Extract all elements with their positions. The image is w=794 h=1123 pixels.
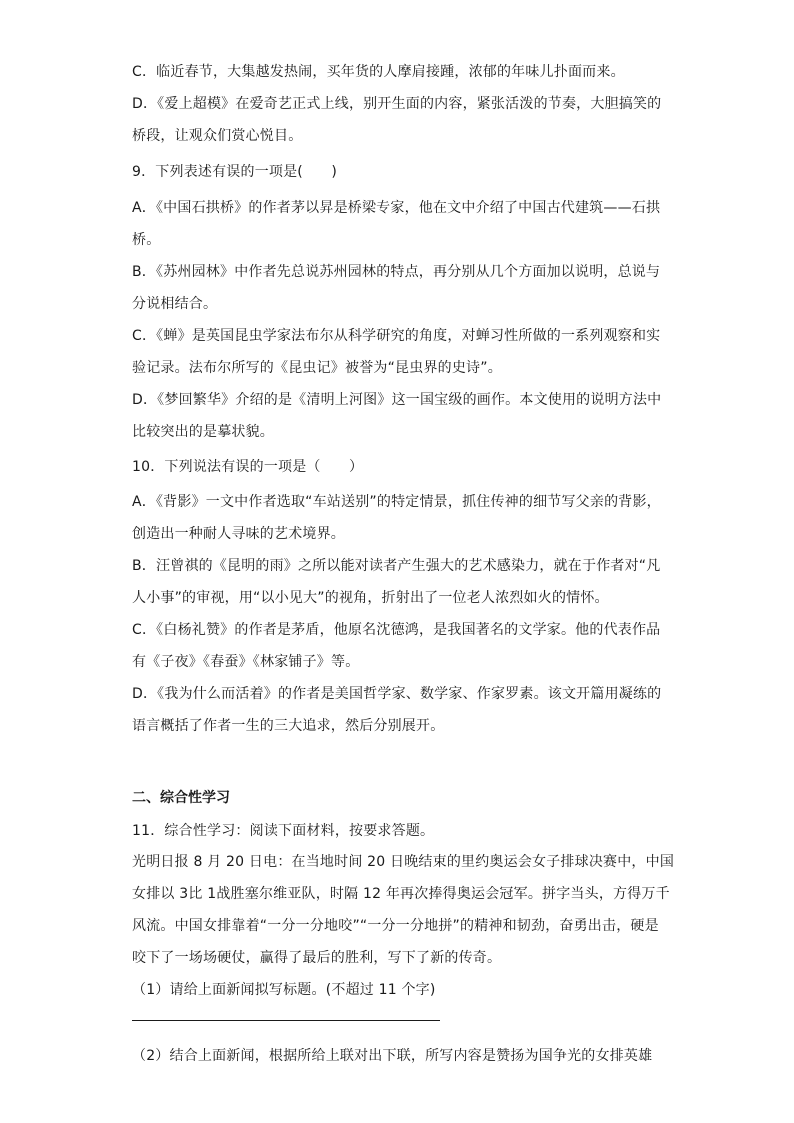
document-page bbox=[132, 62, 675, 1066]
q9-option-b-line1: B．《苏州园林》中作者先总说苏州园林的特点，再分别从几个方面加以说明，总说与 bbox=[132, 264, 661, 280]
answer-blank-line[interactable] bbox=[132, 1019, 440, 1021]
q9-stem: 9．下列表述有误的一项是( ) bbox=[132, 164, 338, 180]
q9-option-c-line1: C．《蝉》是英国昆虫学家法布尔从科学研究的角度，对蝉习性所做的一系列观察和实 bbox=[132, 328, 661, 344]
q10-stem: 10．下列说法有误的一项是（ ） bbox=[132, 459, 364, 475]
q11-passage-line2: 女排以 3比 1战胜塞尔维亚队，时隔 12 年再次捧得奥运会冠军。拼字当头，方得万千 bbox=[132, 886, 670, 902]
q9-option-b-line2: 分说相结合。 bbox=[132, 296, 218, 312]
q9-option-d-line1: D．《梦回繁华》介绍的是《清明上河图》这一国宝级的画作。本文使用的说明方法中 bbox=[132, 392, 662, 408]
section-title: 二、综合性学习 bbox=[132, 790, 230, 806]
q11-subquestion-1: （1）请给上面新闻拟写标题。(不超过 11 个字) bbox=[132, 982, 436, 998]
q11-passage-line1: 光明日报 8 月 20 日电：在当地时间 20 日晚结束的里约奥运会女子排球决赛中，中国 bbox=[132, 854, 675, 870]
q11-passage-line4: 咬下了一场场硬仗，赢得了最后的胜利，写下了新的传奇。 bbox=[132, 950, 502, 966]
q10-option-d-line2: 语言概括了作者一生的三大追求，然后分别展开。 bbox=[132, 718, 445, 734]
q10-option-c-line1: C．《白杨礼赞》的作者是茅盾，他原名沈德鸿，是我国著名的文学家。他的代表作品 bbox=[132, 622, 661, 638]
q10-option-c-line2: 有《子夜》《春蚕》《林家铺子》等。 bbox=[132, 654, 360, 670]
q8-option-c: C．临近春节，大集越发热闹，买年货的人摩肩接踵，浓郁的年味儿扑面而来。 bbox=[132, 64, 625, 80]
q10-option-a-line2: 创造出一种耐人寻味的艺术境界。 bbox=[132, 526, 345, 542]
q9-option-d-line2: 比较突出的是摹状貌。 bbox=[132, 424, 274, 440]
q11-subquestion-2: （2）结合上面新闻，根据所给上联对出下联，所写内容是赞扬为国争光的女排英雄 bbox=[132, 1048, 653, 1064]
q10-option-b-line2: 人小事”的审视，用“以小见大”的视角，折射出了一位老人浓烈如火的情怀。 bbox=[132, 590, 609, 606]
q9-option-a-line1: A．《中国石拱桥》的作者茅以昇是桥梁专家，他在文中介绍了中国古代建筑——石拱 bbox=[132, 200, 661, 216]
q8-option-d-line2: 桥段，让观众们赏心悦目。 bbox=[132, 128, 303, 144]
q11-passage-line3: 风流。中国女排靠着“一分一分地咬”“一分一分地拼”的精神和韧劲，奋勇出击，硬是 bbox=[132, 918, 659, 934]
q10-option-a-line1: A．《背影》一文中作者选取“车站送别”的特定情景，抓住传神的细节写父亲的背影， bbox=[132, 494, 661, 510]
q10-option-b-line1: B．汪曾祺的《昆明的雨》之所以能对读者产生强大的艺术感染力，就在于作者对“凡 bbox=[132, 558, 661, 574]
q11-stem: 11．综合性学习：阅读下面材料，按要求答题。 bbox=[132, 823, 435, 839]
q10-option-d-line1: D．《我为什么而活着》的作者是美国哲学家、数学家、作家罗素。该文开篇用凝练的 bbox=[132, 686, 662, 702]
q9-option-c-line2: 验记录。法布尔所写的《昆虫记》被誉为“昆虫界的史诗”。 bbox=[132, 360, 502, 376]
q9-option-a-line2: 桥。 bbox=[132, 232, 161, 248]
q8-option-d-line1: D．《爱上超模》在爱奇艺正式上线，别开生面的内容，紧张活泼的节奏，大胆搞笑的 bbox=[132, 96, 662, 112]
